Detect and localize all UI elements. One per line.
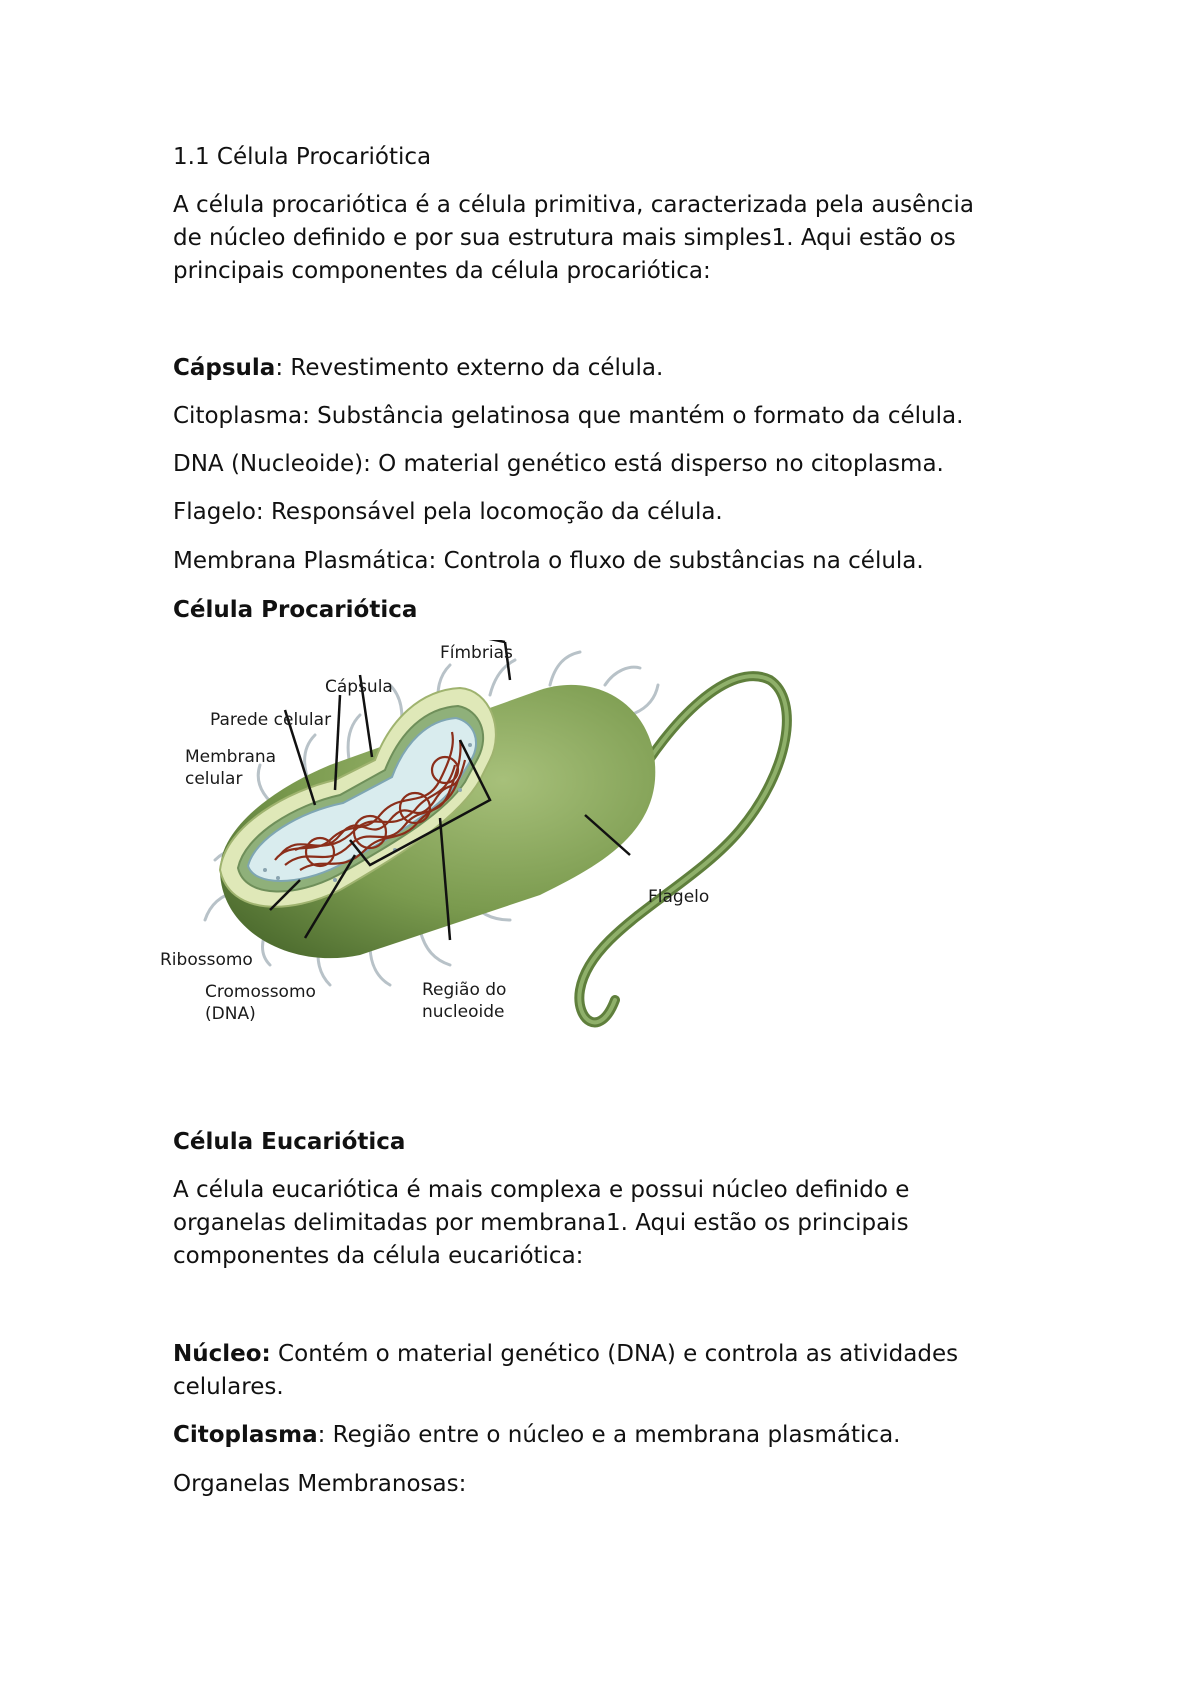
prok-item-dna: DNA (Nucleoide): O material genético está disperso no citoplasma.: [173, 451, 944, 477]
prok-item-membrana: Membrana Plasmática: Controla o fluxo de substâncias na célula.: [173, 548, 924, 574]
euk-heading: Célula Eucariótica: [173, 1129, 406, 1155]
prok-item-citoplasma: Citoplasma: Substância gelatinosa que mantém o formato da célula.: [173, 403, 964, 429]
term-capsula: Cápsula: [173, 355, 276, 381]
prokaryotic-cell-diagram: [160, 640, 820, 1060]
prok-intro-line-2: de núcleo definido e por sua estrutura mais simples1. Aqui estão os: [173, 225, 956, 251]
label-nucleoide-1: Região do: [422, 980, 507, 1000]
prok-intro-line-3: principais componentes da célula procariótica:: [173, 258, 711, 284]
euk-item-nucleo: [173, 1338, 958, 1371]
euk-intro-line-1: A célula eucariótica é mais complexa e possui núcleo definido e: [173, 1177, 910, 1203]
label-fimbrias: Fímbrias: [440, 643, 513, 663]
term-citoplasma: Citoplasma: [173, 1422, 318, 1448]
label-cromossomo-2: (DNA): [205, 1004, 256, 1024]
prok-item-capsula: [173, 352, 663, 385]
section-title: 1.1 Célula Procariótica: [173, 144, 432, 170]
label-membrana-2: celular: [185, 769, 243, 789]
term-nucleo: Núcleo:: [173, 1341, 271, 1367]
label-ribossomo: Ribossomo: [160, 950, 253, 970]
label-nucleoide-2: nucleoide: [422, 1002, 505, 1022]
desc-capsula: : Revestimento externo da célula.: [275, 355, 664, 381]
label-parede-celular: Parede celular: [210, 710, 332, 730]
desc-citoplasma: : Região entre o núcleo e a membrana plasmática.: [317, 1422, 901, 1448]
desc-nucleo: Contém o material genético (DNA) e controla as atividades: [270, 1341, 959, 1367]
figure-heading: Célula Procariótica: [173, 597, 418, 623]
euk-intro-line-3: componentes da célula eucariótica:: [173, 1243, 584, 1269]
euk-organelas: Organelas Membranosas:: [173, 1471, 467, 1497]
euk-item-citoplasma: [173, 1419, 900, 1452]
label-capsula: Cápsula: [325, 677, 393, 697]
label-membrana-1: Membrana: [185, 747, 277, 767]
label-flagelo: Flagelo: [648, 887, 710, 907]
prok-item-flagelo: Flagelo: Responsável pela locomoção da célula.: [173, 499, 723, 525]
prok-intro-line-1: A célula procariótica é a célula primitiva, caracterizada pela ausência: [173, 192, 974, 218]
euk-item-nucleo-cont: celulares.: [173, 1374, 284, 1400]
label-cromossomo-1: Cromossomo: [205, 982, 316, 1002]
euk-intro-line-2: organelas delimitadas por membrana1. Aqui estão os principais: [173, 1210, 909, 1236]
